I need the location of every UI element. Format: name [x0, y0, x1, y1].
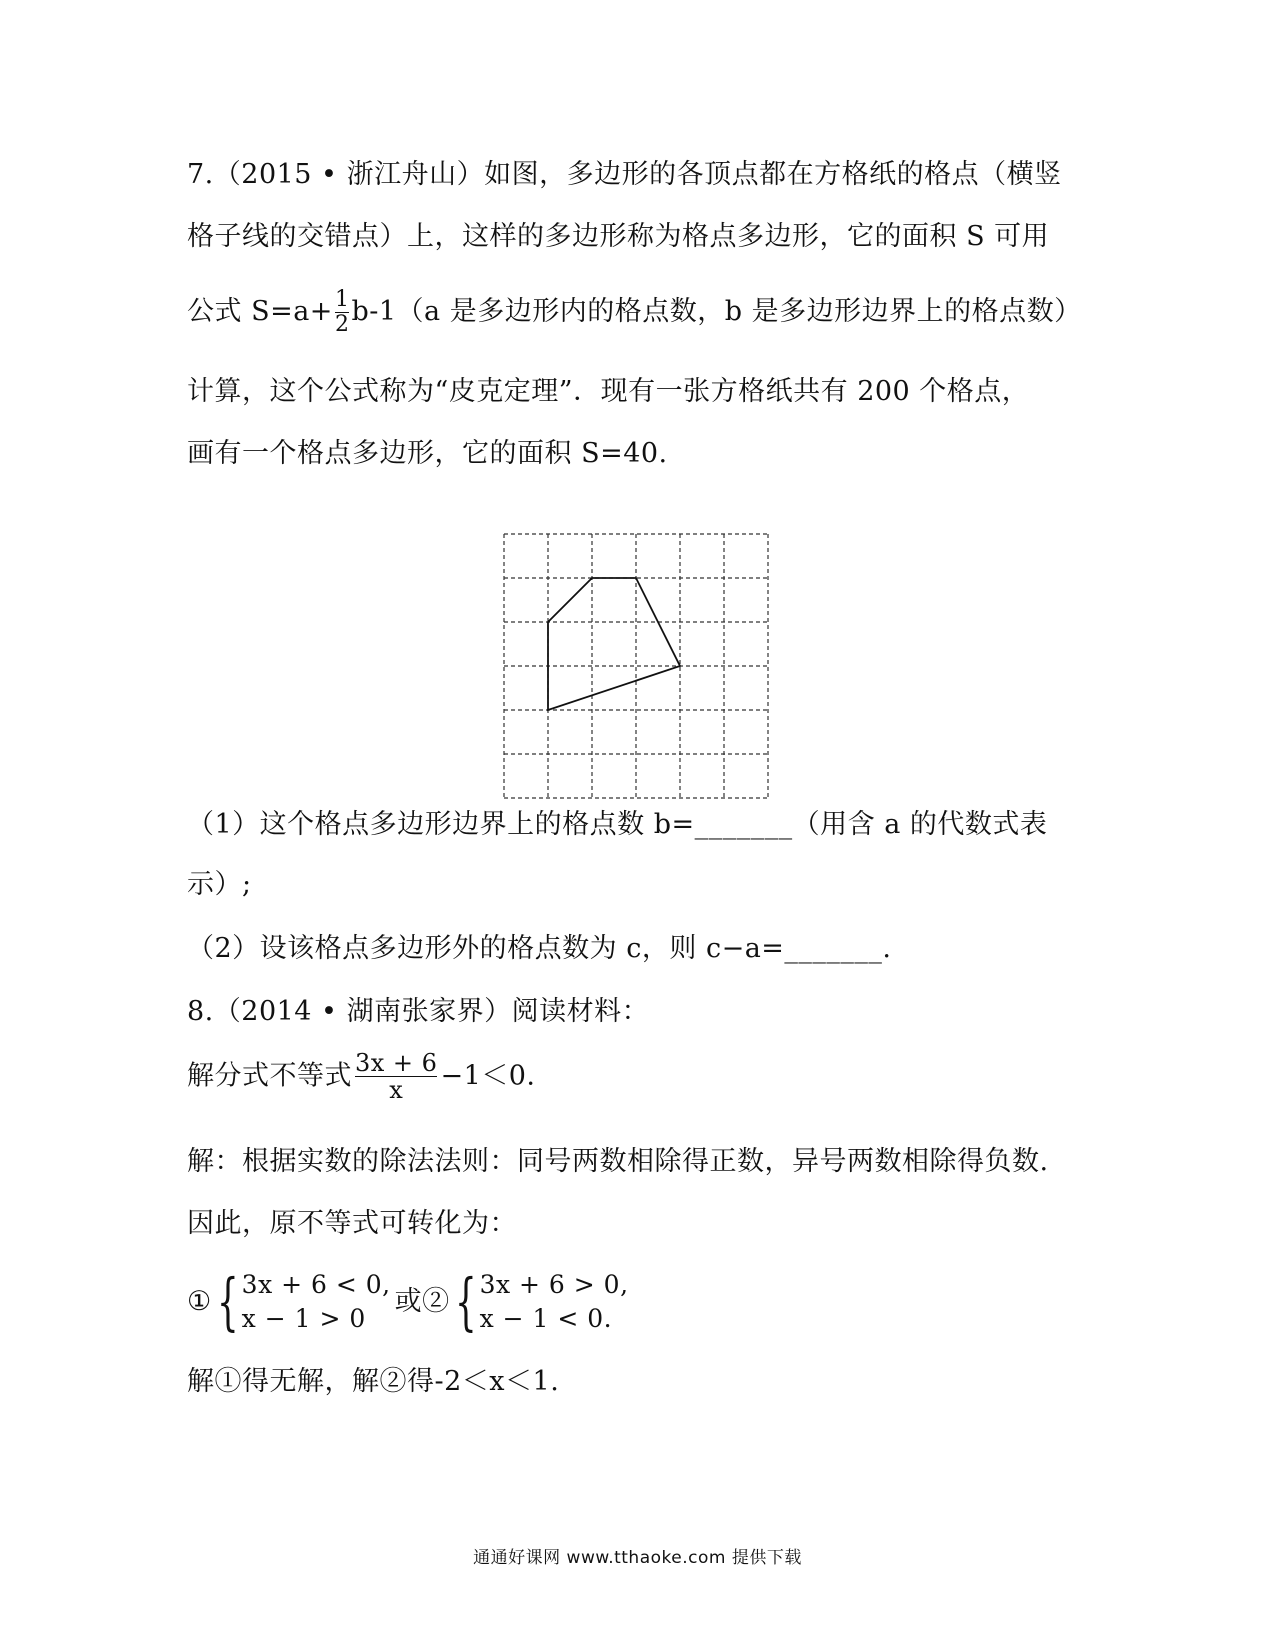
- half-fraction: [335, 288, 350, 337]
- system-two: [450, 1265, 629, 1338]
- q7-line-2: 格子线的交错点）上，这样的多边形称为格点多边形，它的面积 S 可用: [187, 221, 1050, 252]
- fraction-denominator: 2: [334, 312, 350, 337]
- q8-line-1: 8.（2014 • 湖南张家界）阅读材料：: [187, 996, 650, 1027]
- q8-line-6: 解①得无解，解②得-2＜x＜1.: [187, 1366, 560, 1397]
- q7-sub2: （2）设该格点多边形外的格点数为 c，则 c−a=_______.: [187, 933, 892, 964]
- fraction-numerator: 1: [334, 287, 350, 312]
- q8-line-2: [187, 1050, 536, 1103]
- q7-sub1-line-1: （1）这个格点多边形边界上的格点数 b=_______（用含 a 的代数式表: [187, 809, 1048, 840]
- q8-systems: [187, 1265, 629, 1338]
- system-one-row-1: 3x + 6 < 0,: [241, 1270, 391, 1299]
- circle-one: ①: [187, 1286, 212, 1317]
- system-two-row-1: 3x + 6 > 0,: [479, 1270, 629, 1299]
- formula-suffix: b-1（a 是多边形内的格点数，b 是多边形边界上的格点数）: [351, 296, 1082, 327]
- fraction-numerator: 3x + 6: [355, 1049, 438, 1077]
- q8-line-4: 因此，原不等式可转化为：: [187, 1208, 517, 1239]
- grid-figure: [490, 520, 780, 810]
- q7-line-1: 7.（2015 • 浙江舟山）如图，多边形的各顶点都在方格纸的格点（横竖: [187, 159, 1062, 190]
- q7-line-4: 计算，这个公式称为“皮克定理”．现有一张方格纸共有 200 个格点，: [187, 376, 1030, 407]
- footer-credit: 通通好课网 www.tthaoke.com 提供下载: [473, 1548, 802, 1568]
- system-two-row-2: x − 1 < 0.: [479, 1304, 613, 1333]
- q7-line-5: 画有一个格点多边形，它的面积 S=40.: [187, 438, 668, 469]
- formula-prefix: 公式 S=a+: [187, 296, 333, 327]
- inequality-fraction: [355, 1050, 437, 1103]
- q8-inequality-suffix: −1＜0.: [440, 1060, 536, 1092]
- brace-icon: {: [454, 1265, 477, 1338]
- system-one-row-2: x − 1 > 0: [241, 1304, 366, 1333]
- fraction-denominator: x: [389, 1076, 404, 1104]
- q8-inequality-prefix: 解分式不等式: [187, 1060, 352, 1092]
- system-one: [212, 1265, 391, 1338]
- q7-line-3: [187, 288, 1082, 337]
- q8-line-3: 解：根据实数的除法法则：同号两数相除得正数，异号两数相除得负数.: [187, 1146, 1049, 1177]
- lattice-polygon: [548, 578, 680, 710]
- q7-sub1-line-2: 示）;: [187, 869, 252, 900]
- or-circle-two: 或②: [394, 1286, 450, 1317]
- brace-icon: {: [216, 1265, 239, 1338]
